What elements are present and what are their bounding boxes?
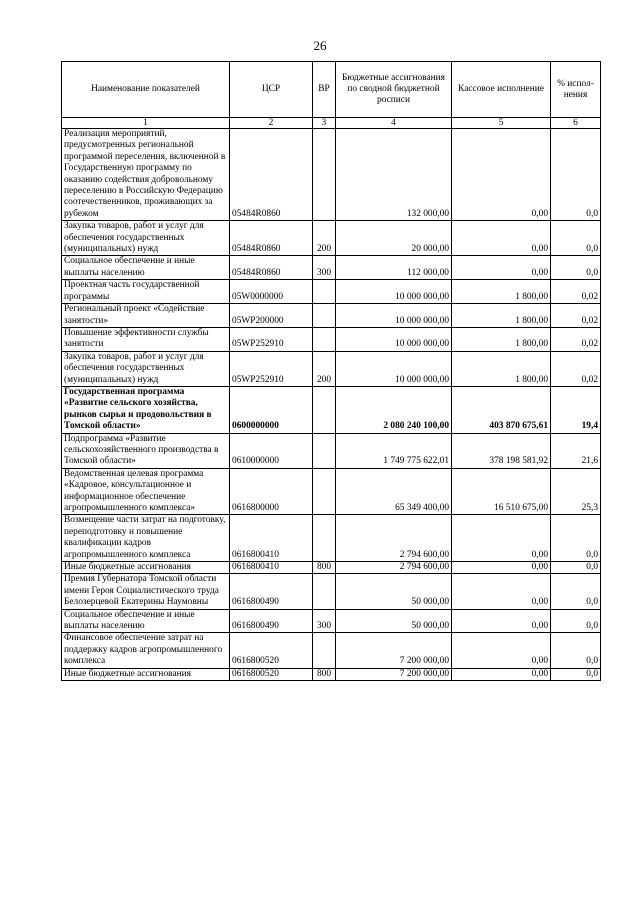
row-vr: 200 (313, 351, 336, 386)
row-budget: 132 000,00 (336, 129, 452, 221)
row-budget: 112 000,00 (336, 256, 452, 280)
row-cash: 0,00 (452, 515, 551, 562)
row-vr (313, 386, 336, 433)
table-row (62, 221, 601, 256)
row-name: Закупка товаров, работ и услуг для обеспечения государственных (муниципальных) нужд (62, 351, 230, 386)
row-budget: 10 000 000,00 (336, 327, 452, 351)
row-name: Финансовое обеспечение затрат на поддержку кадров агропромышленного комплекса (62, 633, 230, 668)
row-csr: 05WP252910 (230, 351, 313, 386)
row-name: Государственная программа «Развитие сельского хозяйства, рынков сырья и продовольствия в Томской области» (62, 386, 230, 433)
table-row (62, 633, 601, 668)
row-budget: 65 349 400,00 (336, 468, 452, 515)
row-cash: 0,00 (452, 668, 551, 680)
row-budget: 10 000 000,00 (336, 280, 452, 304)
row-cash: 0,00 (452, 633, 551, 668)
row-cash: 1 800,00 (452, 351, 551, 386)
column-number: 3 (313, 118, 336, 129)
row-cash: 378 198 581,92 (452, 433, 551, 468)
row-csr: 0616800520 (230, 633, 313, 668)
row-vr (313, 633, 336, 668)
row-cash: 1 800,00 (452, 304, 551, 328)
row-budget: 50 000,00 (336, 574, 452, 609)
table-row (62, 280, 601, 304)
table-row (62, 562, 601, 574)
row-csr: 05WP252910 (230, 327, 313, 351)
row-name: Подпрограмма «Развитие сельскохозяйственного производства в Томской области» (62, 433, 230, 468)
row-cash: 16 510 675,00 (452, 468, 551, 515)
row-budget: 1 749 775 622,01 (336, 433, 452, 468)
row-vr (313, 574, 336, 609)
row-name: Ведомственная целевая программа «Кадровое, консультационное и информационное обеспечение агропромышленного комплекса» (62, 468, 230, 515)
row-name: Возмещение части затрат на подготовку, переподготовку и повышение квалификации кадров агропромышленного комплекса (62, 515, 230, 562)
row-name: Иные бюджетные ассигнования (62, 562, 230, 574)
column-number-row (62, 118, 601, 129)
row-vr (313, 304, 336, 328)
table-row (62, 386, 601, 433)
row-budget: 2 794 600,00 (336, 562, 452, 574)
column-number: 6 (551, 118, 601, 129)
table-row (62, 304, 601, 328)
row-vr: 300 (313, 256, 336, 280)
row-vr (313, 468, 336, 515)
row-name: Премия Губернатора Томской области имени Героя Социалистического труда Белозерцевой Екатерины Наумовны (62, 574, 230, 609)
row-csr: 0616800410 (230, 515, 313, 562)
row-pct: 19,4 (551, 386, 601, 433)
row-cash: 0,00 (452, 574, 551, 609)
row-budget: 10 000 000,00 (336, 304, 452, 328)
row-pct: 0,0 (551, 574, 601, 609)
row-pct: 0,0 (551, 609, 601, 633)
header-budget: Бюджетные ассигнования по сводной бюджетной росписи (336, 62, 452, 118)
row-name: Реализация мероприятий, предусмотренных региональной программой переселения, включенной в Государственную программу по оказанию содействия добровольному переселению в Российскую Федерацию соотечественников, проживающих за рубежом (62, 129, 230, 221)
row-vr: 300 (313, 609, 336, 633)
row-pct: 0,0 (551, 562, 601, 574)
row-csr: 0610000000 (230, 433, 313, 468)
row-csr: 05W0000000 (230, 280, 313, 304)
row-name: Закупка товаров, работ и услуг для обеспечения государственных (муниципальных) нужд (62, 221, 230, 256)
row-pct: 0,0 (551, 221, 601, 256)
table-row (62, 515, 601, 562)
row-cash: 1 800,00 (452, 327, 551, 351)
row-budget: 50 000,00 (336, 609, 452, 633)
row-pct: 0,0 (551, 668, 601, 680)
row-budget: 7 200 000,00 (336, 633, 452, 668)
row-pct: 0,02 (551, 304, 601, 328)
row-pct: 25,3 (551, 468, 601, 515)
row-cash: 0,00 (452, 129, 551, 221)
column-number: 2 (230, 118, 313, 129)
row-vr (313, 280, 336, 304)
row-budget: 20 000,00 (336, 221, 452, 256)
row-csr: 0616800490 (230, 609, 313, 633)
header-vr: ВР (313, 62, 336, 118)
row-csr: 0616800000 (230, 468, 313, 515)
row-pct: 0,0 (551, 515, 601, 562)
row-budget: 7 200 000,00 (336, 668, 452, 680)
row-name: Проектная часть государственной программы (62, 280, 230, 304)
column-number: 4 (336, 118, 452, 129)
table-row (62, 256, 601, 280)
table-row (62, 468, 601, 515)
row-budget: 2 794 600,00 (336, 515, 452, 562)
row-budget: 2 080 240 100,00 (336, 386, 452, 433)
header-csr: ЦСР (230, 62, 313, 118)
row-csr: 0616800410 (230, 562, 313, 574)
row-vr: 800 (313, 562, 336, 574)
header-name: Наименование показателей (62, 62, 230, 118)
row-budget: 10 000 000,00 (336, 351, 452, 386)
row-vr: 200 (313, 221, 336, 256)
row-vr (313, 327, 336, 351)
row-csr: 0616800490 (230, 574, 313, 609)
row-pct: 0,02 (551, 280, 601, 304)
row-csr: 0600000000 (230, 386, 313, 433)
row-name: Социальное обеспечение и иные выплаты населению (62, 256, 230, 280)
row-csr: 05484R0860 (230, 256, 313, 280)
row-vr: 800 (313, 668, 336, 680)
table-row (62, 327, 601, 351)
table-row (62, 433, 601, 468)
column-number: 1 (62, 118, 230, 129)
header-row (62, 62, 601, 118)
row-cash: 0,00 (452, 562, 551, 574)
row-cash: 0,00 (452, 221, 551, 256)
page-number: 26 (313, 38, 327, 53)
row-pct: 0,02 (551, 351, 601, 386)
row-csr: 05484R0860 (230, 129, 313, 221)
row-pct: 0,02 (551, 327, 601, 351)
row-cash: 1 800,00 (452, 280, 551, 304)
table-row (62, 351, 601, 386)
row-vr (313, 433, 336, 468)
row-cash: 403 870 675,61 (452, 386, 551, 433)
table-row (62, 574, 601, 609)
row-pct: 21,6 (551, 433, 601, 468)
row-name: Социальное обеспечение и иные выплаты населению (62, 609, 230, 633)
column-number: 5 (452, 118, 551, 129)
row-csr: 05484R0860 (230, 221, 313, 256)
row-name: Региональный проект «Содействие занятости» (62, 304, 230, 328)
header-cash: Кассовое исполнение (452, 62, 551, 118)
table-row (62, 668, 601, 680)
row-pct: 0,0 (551, 129, 601, 221)
row-cash: 0,00 (452, 609, 551, 633)
row-pct: 0,0 (551, 256, 601, 280)
budget-table (61, 61, 601, 681)
table-row (62, 609, 601, 633)
row-name: Повышение эффективности службы занятости (62, 327, 230, 351)
row-cash: 0,00 (452, 256, 551, 280)
row-csr: 05WP200000 (230, 304, 313, 328)
row-name: Иные бюджетные ассигнования (62, 668, 230, 680)
row-vr (313, 515, 336, 562)
header-pct: % испол-нения (551, 62, 601, 118)
row-vr (313, 129, 336, 221)
row-csr: 0616800520 (230, 668, 313, 680)
row-pct: 0,0 (551, 633, 601, 668)
table-row (62, 129, 601, 221)
